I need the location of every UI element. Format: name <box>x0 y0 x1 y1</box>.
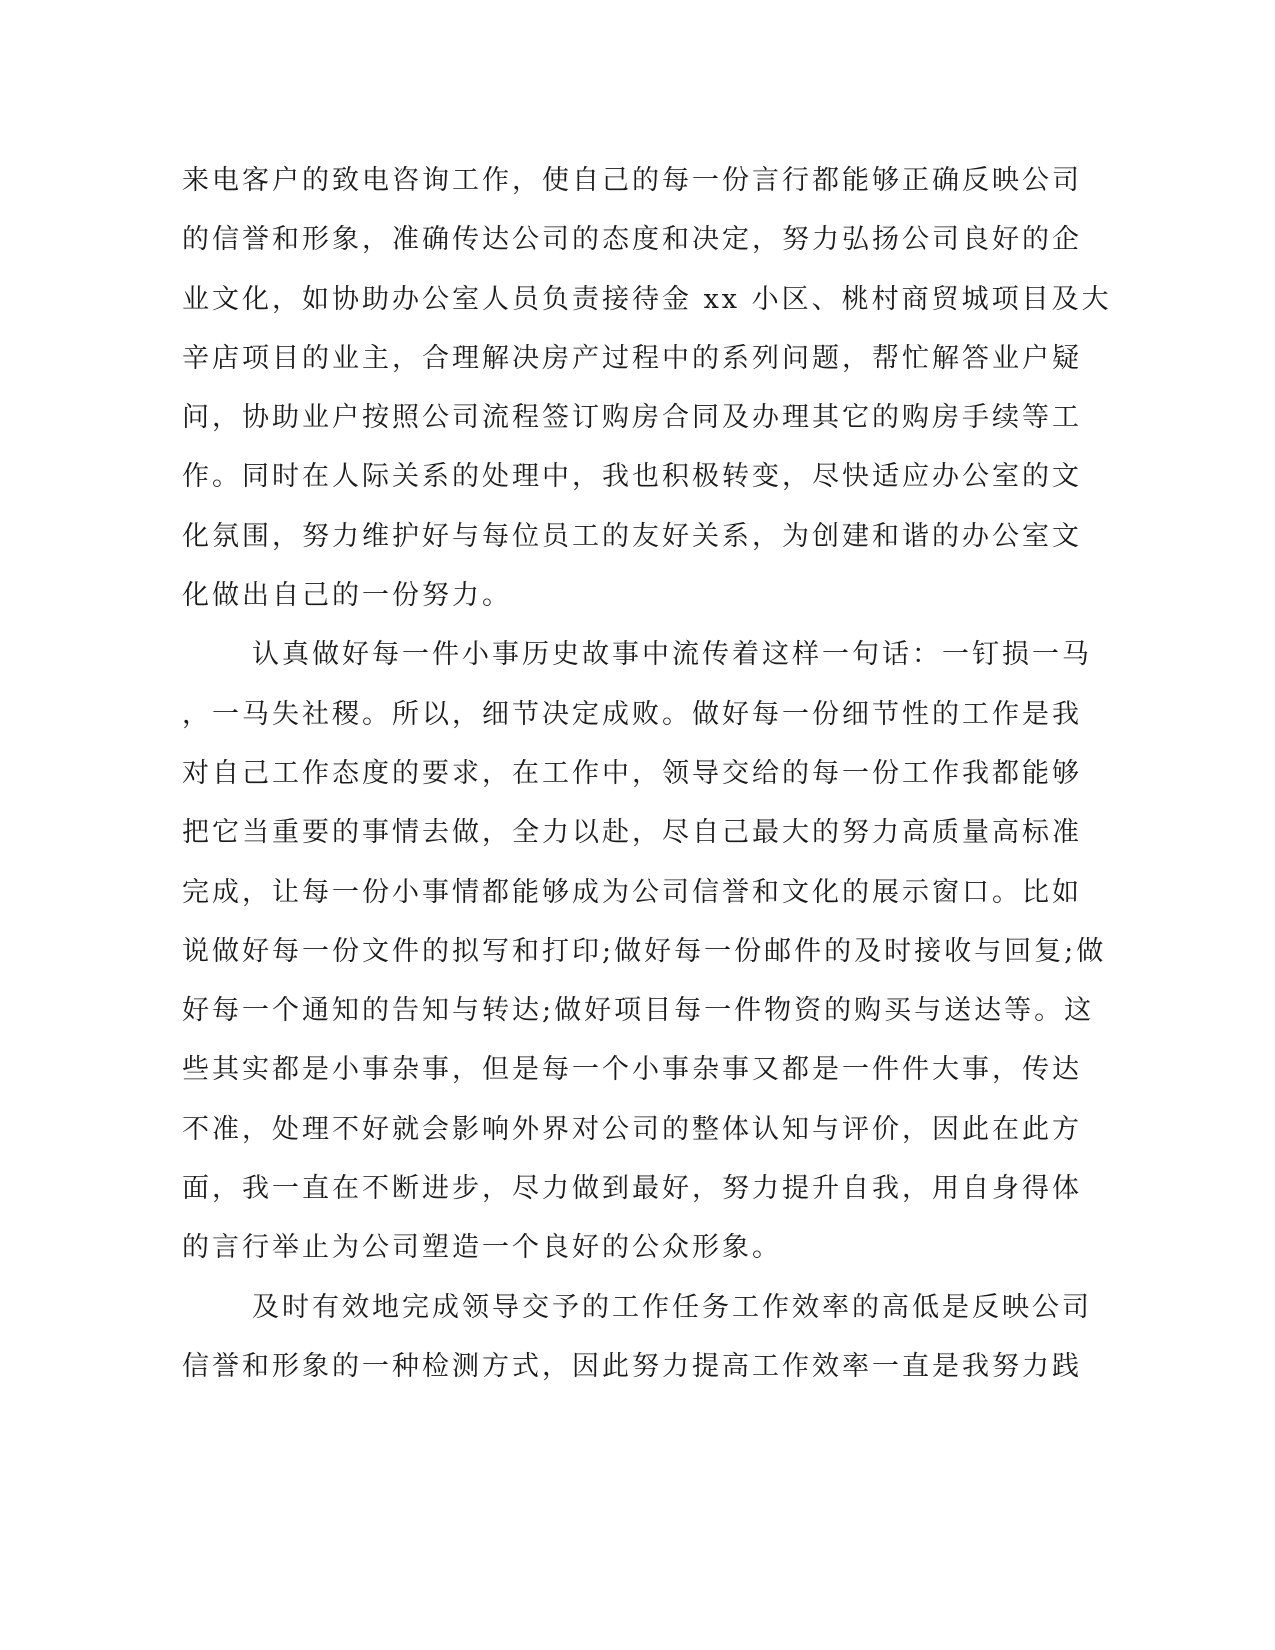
text-line: 信誉和形象的一种检测方式，因此努力提高工作效率一直是我努力践 <box>182 1350 1082 1382</box>
paragraph-start-line: 及时有效地完成领导交予的工作任务工作效率的高低是反映公司 <box>252 1291 1092 1323</box>
text-line: 化氛围，努力维护好与每位员工的友好关系，为创建和谐的办公室文 <box>182 520 1082 552</box>
document-body <box>182 151 1112 1396</box>
text-line: 辛店项目的业主，合理解决房产过程中的系列问题，帮忙解答业户疑 <box>182 342 1082 374</box>
text-line: 来电客户的致电咨询工作，使自己的每一份言行都能够正确反映公司 <box>182 165 1082 196</box>
text-line: 不准，处理不好就会影响外界对公司的整体认知与评价，因此在此方 <box>182 1113 1082 1145</box>
paragraph-start-line: 认真做好每一件小事历史故事中流传着这样一句话：一钉损一马 <box>252 639 1092 671</box>
text-line: 作。同时在人际关系的处理中，我也积极转变，尽快适应办公室的文 <box>182 461 1082 493</box>
text-line: 面，我一直在不断进步，尽力做到最好，努力提升自我，用自身得体 <box>182 1173 1082 1205</box>
text-line: 说做好每一份文件的拟写和打印;做好每一份邮件的及时接收与回复;做 <box>182 935 1107 967</box>
text-line: 把它当重要的事情去做，全力以赴，尽自己最大的努力高质量高标准 <box>182 817 1082 849</box>
text-line: 对自己工作态度的要求，在工作中，领导交给的每一份工作我都能够 <box>182 757 1082 789</box>
text-line: 业文化，如协助办公室人员负责接待金 xx 小区、桃村商贸城项目及大 <box>182 283 1112 315</box>
text-line: 的信誉和形象，准确传达公司的态度和决定，努力弘扬公司良好的企 <box>182 224 1082 256</box>
text-line: 的言行举止为公司塑造一个良好的公众形象。 <box>182 1232 782 1264</box>
text-line: 问，协助业户按照公司流程签订购房合同及办理其它的购房手续等工 <box>182 402 1082 434</box>
text-line: 好每一个通知的告知与转达;做好项目每一件物资的购买与送达等。这 <box>182 995 1095 1027</box>
text-line: 些其实都是小事杂事，但是每一个小事杂事又都是一件件大事，传达 <box>182 1054 1082 1086</box>
text-line: 化做出自己的一份努力。 <box>182 580 512 612</box>
text-line: 完成，让每一份小事情都能够成为公司信誉和文化的展示窗口。比如 <box>182 876 1082 908</box>
text-line: ，一马失社稷。所以，细节决定成败。做好每一份细节性的工作是我 <box>182 698 1082 730</box>
